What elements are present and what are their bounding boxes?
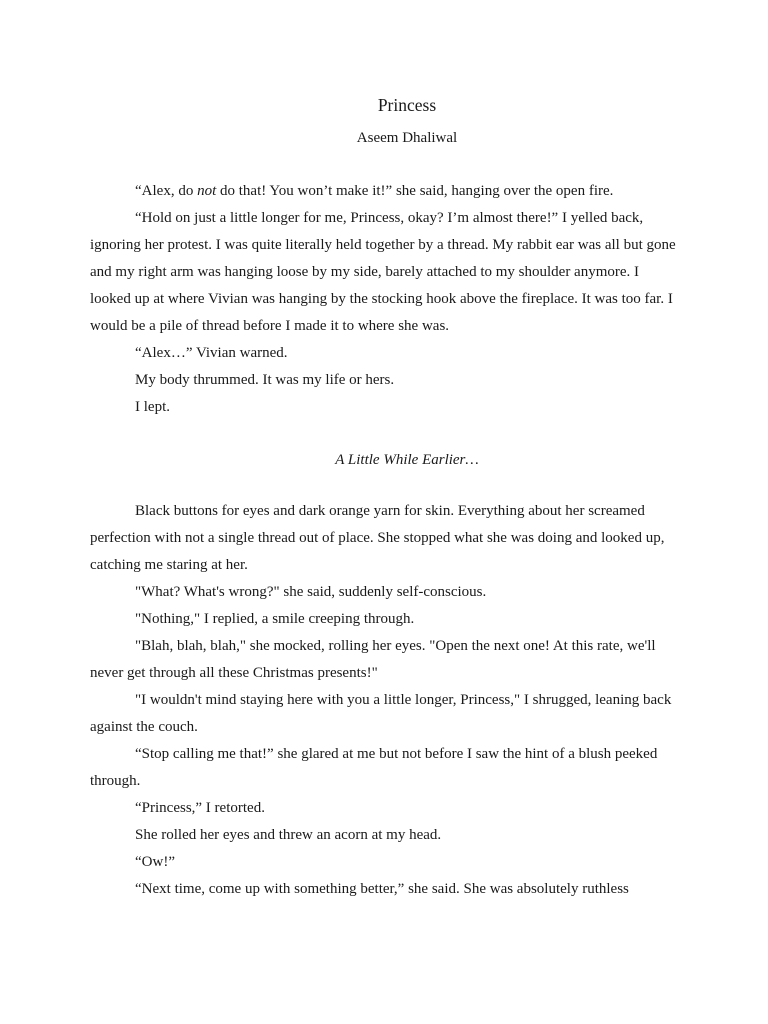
emphasized-text: not bbox=[197, 183, 217, 199]
paragraph: My body thrummed. It was my life or hers. bbox=[135, 372, 395, 388]
paragraph: Black buttons for eyes and dark orange yarn for skin. Everything about her screamed perfection with not a single thread out of place. She stopped what she was doing and looked up, catching me staring at her. bbox=[90, 503, 665, 573]
paragraph: "Nothing," I replied, a smile creeping through. bbox=[135, 611, 415, 627]
story-opening bbox=[90, 178, 680, 421]
paragraph: “Next time, come up with something better,” she said. She was absolutely ruthless bbox=[135, 881, 629, 897]
paragraph bbox=[90, 178, 680, 205]
paragraph: “Alex…” Vivian warned. bbox=[135, 345, 288, 361]
paragraph: “Princess,” I retorted. bbox=[135, 800, 265, 816]
paragraph-text: do that! You won’t make it!” she said, hanging over the open fire. bbox=[216, 183, 614, 199]
paragraph-text: “Alex, do bbox=[135, 183, 198, 199]
section-break-heading: A Little While Earlier… bbox=[335, 452, 479, 468]
paragraph: “Ow!” bbox=[135, 854, 175, 870]
paragraph: “Stop calling me that!” she glared at me but not before I saw the hint of a blush peeked through. bbox=[90, 746, 658, 789]
paragraph: “Hold on just a little longer for me, Princess, okay? I’m almost there!” I yelled back, ignoring her protest. I was quite literally held together by a thread. My rabbit ear was all but gone and my right arm was hanging loose by my side, barely attached to my shoulder anymore. I looked up at where Vivian was hanging by the stocking hook above the fireplace. It was too far. I would be a pile of thread before I made it to where she was. bbox=[90, 210, 676, 334]
paragraph: "What? What's wrong?" she said, suddenly self-conscious. bbox=[135, 584, 487, 600]
document-author: Aseem Dhaliwal bbox=[356, 130, 458, 146]
story-flashback bbox=[90, 498, 680, 903]
paragraph: "I wouldn't mind staying here with you a little longer, Princess," I shrugged, leaning back against the couch. bbox=[90, 692, 672, 735]
document-title: Princess bbox=[377, 95, 437, 115]
paragraph: She rolled her eyes and threw an acorn at my head. bbox=[135, 827, 442, 843]
paragraph: "Blah, blah, blah," she mocked, rolling her eyes. "Open the next one! At this rate, we'll never get through all these Christmas presents!" bbox=[90, 638, 656, 681]
paragraph: I lept. bbox=[135, 399, 170, 415]
